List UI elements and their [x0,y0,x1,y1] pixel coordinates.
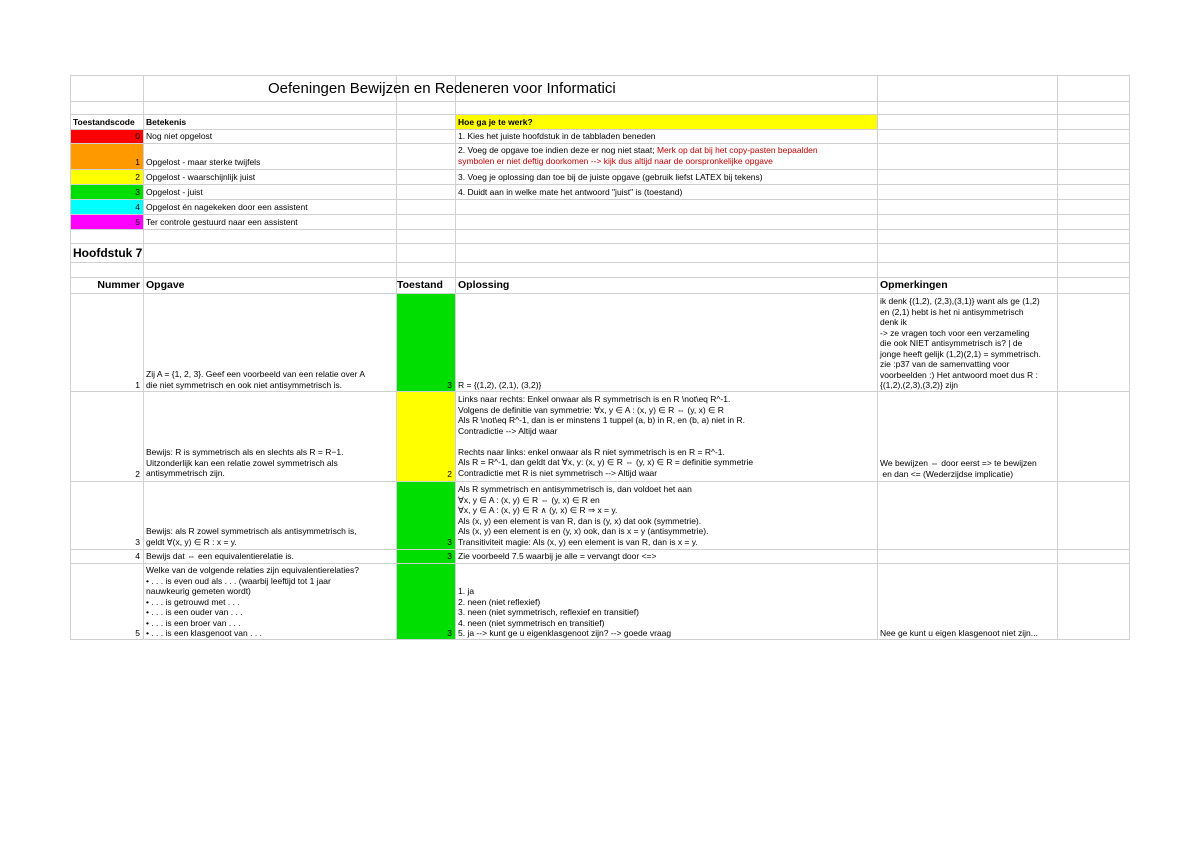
exercise-solution-5: 1. ja 2. neen (niet reflexief) 3. neen (niet symmetrisch, reflexief en transitief) 4. neen (niet symmetrisch en transitief) 5. ja --> kunt ge u eigenklasgenoot zijn? --> goede vraag [458,586,672,638]
exercise-text-2: Bewijs: R is symmetrisch als en slechts als R = R−1. Uitzonderlijk kan een relatie zowel symmetrisch als antisymmetrisch zijn. [146,447,344,478]
exercise-remarks-2: We bewijzen ⇔ door eerst => te bewijzen en dan <= (Wederzijdse implicatie) [880,458,1037,479]
legend-code-header: Toestandscode [73,117,135,127]
legend-code-1: 1 [135,157,140,167]
exercise-number-3: 3 [135,537,140,547]
exercise-state-2: 2 [447,469,452,479]
exercise-text-5: Welke van de volgende relaties zijn equivalentierelaties? • . . . is even oud als . . . (waarbij leeftijd tot 1 jaar nauwkeurig gemeten wordt) • . . . is getrouwd met . . . • . . . is een ouder van . . . • . . . is een broer van . . . • . . . is een klasgenoot van . . . [146,565,359,638]
legend-label-3: Opgelost - juist [146,187,203,197]
howto-step-2-warning: Merk op dat bij het copy-pasten bepaalden [656,145,818,155]
legend-meaning-header: Betekenis [146,117,187,127]
state-cell-1 [396,293,455,391]
exercise-text-4: Bewijs dat ⇔ een equivalentierelatie is. [146,551,294,561]
exercise-solution-4: Zie voorbeeld 7.5 waarbij je alle = vervangt door <=> [458,551,657,561]
column-header-number: Nummer [97,279,140,291]
exercise-state-4: 3 [447,551,452,561]
column-header-exercise: Opgave [146,279,185,291]
column-header-remarks: Opmerkingen [880,279,948,291]
legend-code-5: 5 [135,217,140,227]
legend-label-2: Opgelost - waarschijnlijk juist [146,172,256,182]
chapter-heading: Hoofdstuk 7 [73,246,143,260]
legend-code-2: 2 [135,172,140,182]
howto-step-2 [458,145,818,156]
howto-step-2-warning-line2: symbolen er niet deftig doorkomen --> kijk dus altijd naar de oorspronkelijke opgave [458,156,773,166]
exercise-number-1: 1 [135,380,140,390]
exercise-remarks-1: ik denk {(1,2), (2,3),(3,1)} want als ge (1,2) en (2,1) hebt is het ni antisymmetrisch denk ik -> ze vragen toch voor een verzameling die ook NIET antisymmetrisch is? | de jonge heeft gelijk (1,2)(2,1) = symmetrisch. zie :p37 van de samenvatting voor voorbeelden :) Het antwoord moet dus R : {(1,2),(2,3),(3,2)} zijn [880,296,1041,390]
exercise-text-3: Bewijs: als R zowel symmetrisch als antisymmetrisch is, geldt ∀(x, y) ∈ R : x = y. [146,526,357,547]
exercise-state-3: 3 [447,537,452,547]
exercise-number-2: 2 [135,469,140,479]
howto-header: Hoe ga je te werk? [458,117,533,127]
legend-code-3: 3 [135,187,140,197]
sheet-title: Oefeningen Bewijzen en Redeneren voor Informatici [268,80,616,97]
exercise-state-1: 3 [447,380,452,390]
howto-step-2-text: 2. Voeg de opgave toe indien deze er nog niet staat; [458,145,657,155]
exercise-solution-3: Als R symmetrisch en antisymmetrisch is, dan voldoet het aan ∀x, y ∈ A : (x, y) ∈ R ⇔ (y, x) ∈ R en ∀x, y ∈ A : (x, y) ∈ R ∧ (y, x) ∈ R ⇒ x = y. Als (x, y) een element is van R, dan is (y, x) dat ook (symmetrie). Als (x, y) een element is en (y, x) ook, dan is x = y (antisymmetrie). Transitiviteit magie: Als (x, y) een element is van R, dan is x = y. [458,484,709,547]
howto-step-4: 4. Duidt aan in welke mate het antwoord "juist" is (toestand) [458,187,683,197]
state-cell-2 [396,391,455,481]
exercise-remarks-5: Nee ge kunt u eigen klasgenoot niet zijn... [880,628,1038,638]
exercise-solution-2: Links naar rechts: Enkel onwaar als R symmetrisch is en R \not\eq R^-1. Volgens de definitie van symmetrie: ∀x, y ∈ A : (x, y) ∈ R ⇔ (y, x) ∈ R Als R \not\eq R^-1, dan is er minstens 1 tuppel (a, b) in R, en (b, a) niet in R. Contradictie --> Altijd waar Rechts naar links: enkel onwaar als R niet symmetrisch is en R = R^-1. Als R = R^-1, dan geldt dat ∀x, y: (x, y) ∈ R ⇔ (y, x) ∈ R = definitie symmetrie Contradictie met R is niet symmetrisch --> Altijd waar [458,394,754,478]
legend-label-4: Opgelost én nagekeken door een assistent [146,202,308,212]
legend-label-1: Opgelost - maar sterke twijfels [146,157,261,167]
spreadsheet-grid[interactable] [70,75,1130,640]
column-header-state: Toestand [397,279,443,291]
exercise-text-1: Zij A = {1, 2, 3}. Geef een voorbeeld van een relatie over A die niet symmetrisch en ook niet antisymmetrisch is. [146,369,366,390]
exercise-number-4: 4 [135,551,140,561]
exercise-solution-1: R = {(1,2), (2,1), (3,2)} [458,380,542,390]
legend-code-4: 4 [135,202,140,212]
howto-step-1: 1. Kies het juiste hoofdstuk in de tabbladen beneden [458,131,656,141]
howto-step-3: 3. Voeg je oplossing dan toe bij de juiste opgave (gebruik liefst LATEX bij tekens) [458,172,763,182]
exercise-state-5: 3 [447,628,452,638]
column-header-solution: Oplossing [458,279,510,291]
legend-label-0: Nog niet opgelost [146,131,213,141]
exercise-number-5: 5 [135,628,140,638]
legend-label-5: Ter controle gestuurd naar een assistent [146,217,298,227]
legend-code-0: 0 [135,131,140,141]
